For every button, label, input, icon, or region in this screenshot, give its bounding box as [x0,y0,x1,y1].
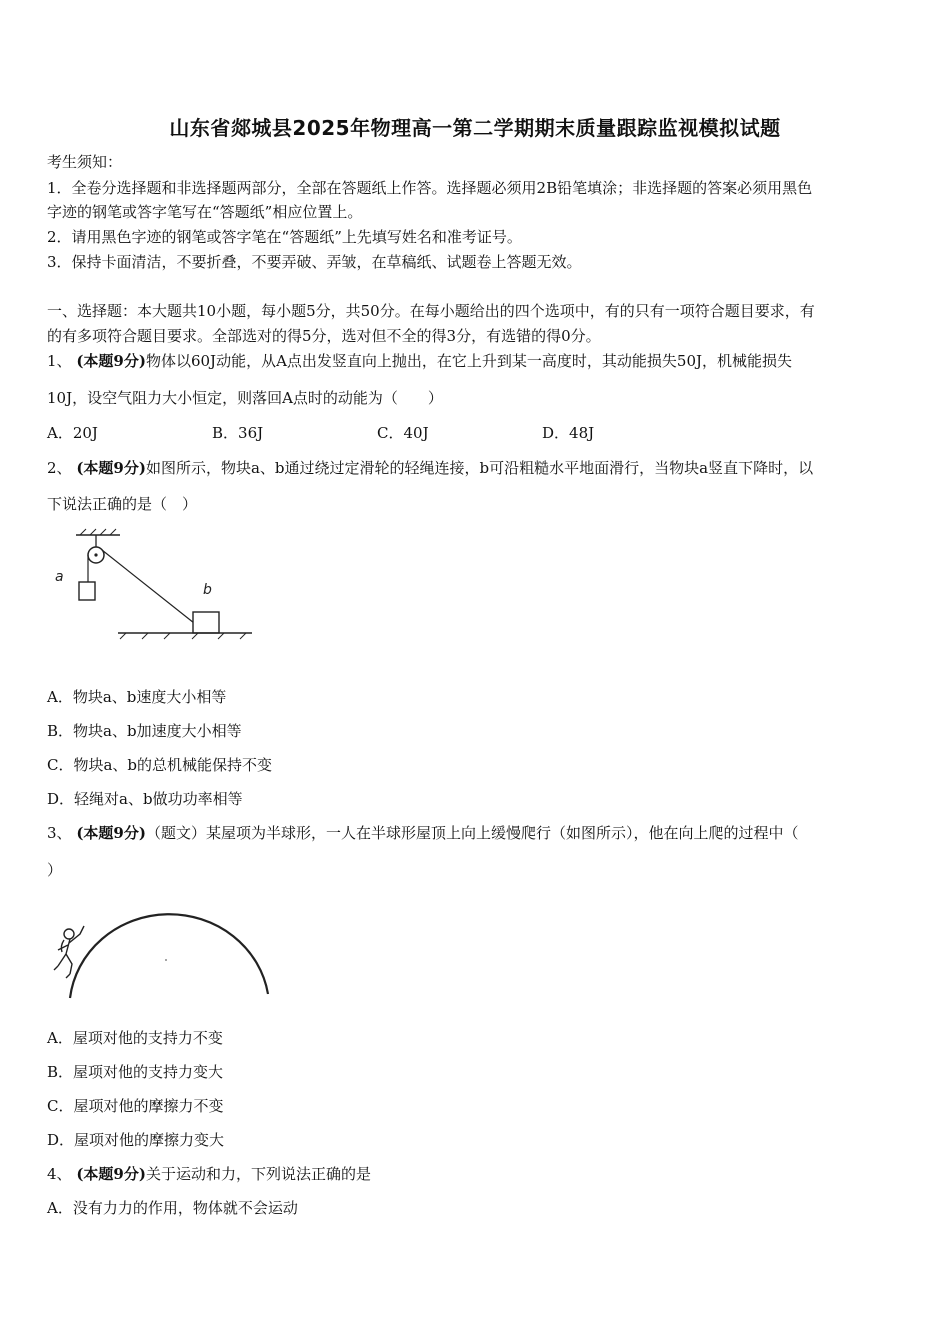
q3-option-c: C．屋项对他的摩擦力不变 [47,1097,224,1115]
q2-option-d: D．轻绳对a、b做功功率相等 [47,790,243,808]
q2-option-b: B．物块a、b加速度大小相等 [47,722,242,740]
block-b [193,612,219,633]
label-b: b [203,582,212,598]
question-1-stem-cont: 10J，设空气阻力大小恒定，则落回A点时的动能为（ ） [47,389,443,407]
question-number: 4、 [47,1165,72,1183]
question-number: 3、 [47,824,72,842]
question-score-tag: (本题9分) [76,459,146,477]
ceiling-hatch [80,529,116,535]
q3-option-b: B．屋项对他的支持力变大 [47,1063,224,1081]
q1-option-c: C．40J [377,424,429,442]
q1-option-b: B．36J [212,424,264,442]
hemisphere-roof-arc [70,914,268,998]
block-a [79,582,95,600]
rope-to-b [102,550,194,623]
section-instructions: 一、选择题：本大题共10小题，每小题5分，共50分。在每小题给出的四个选项中，有的只有一项符合题目要求，有 [47,302,815,320]
q2-option-c: C．物块a、b的总机械能保持不变 [47,756,273,774]
question-3-stem-cont: ） [47,861,63,879]
notice-item: 1．全卷分选择题和非选择题两部分，全部在答题纸上作答。选择题必须用2B铅笔填涂；非选择题的答案必须用黑色 [47,179,813,197]
question-score-tag: (本题9分) [76,352,146,370]
pulley-figure [48,525,258,645]
ground-hatch [120,633,246,639]
question-2-stem [47,458,907,478]
pulley-axle [94,553,97,556]
question-text: 关于运动和力，下列说法正确的是 [145,1165,371,1183]
question-2-stem-cont: 下说法正确的是（ ） [47,495,198,513]
question-4-stem [47,1164,907,1184]
question-text: 如图所示，物块a、b通过绕过定滑轮的轻绳连接，b可沿粗糙水平地面滑行，当物块a竖直下降时，以 [145,459,814,477]
hemisphere-roof-figure [44,890,276,1002]
notice-heading: 考生须知： [47,153,123,171]
question-score-tag: (本题9分) [76,824,146,842]
roof-center-dot [165,959,167,961]
q3-option-d: D．屋项对他的摩擦力变大 [47,1131,225,1149]
label-a: a [55,569,64,585]
section-instructions: 的有多项符合题目要求。全部选对的得5分，选对但不全的得3分，有选错的得0分。 [47,327,601,345]
question-text: （题文）某屋项为半球形，一人在半球形屋顶上向上缓慢爬行（如图所示），他在向上爬的过程中（ [145,824,799,842]
q2-option-a: A．物块a、b速度大小相等 [47,688,227,706]
page-title: 山东省郯城县2025年物理高一第二学期期末质量跟踪监视模拟试题 [169,116,781,140]
question-3-stem [47,823,907,843]
question-score-tag: (本题9分) [76,1165,146,1183]
notice-item: 3．保持卡面清洁，不要折叠，不要弄破、弄皱，在草稿纸、试题卷上答题无效。 [47,253,582,271]
question-number: 2、 [47,459,72,477]
question-text: 物体以60J动能，从A点出发竖直向上抛出，在它上升到某一高度时，其动能损失50J，机械能损失 [145,352,793,370]
q1-option-d: D．48J [542,424,595,442]
question-number: 1、 [47,352,72,370]
q1-option-a: A．20J [47,424,98,442]
question-1-stem [47,351,907,371]
q3-option-a: A．屋项对他的支持力不变 [47,1029,223,1047]
notice-item: 字迹的钢笔或答字笔写在“答题纸”相应位置上。 [47,203,363,221]
climber-figure [54,926,84,978]
q4-option-a: A．没有力力的作用，物体就不会运动 [47,1199,298,1217]
notice-item: 2．请用黑色字迹的钢笔或答字笔在“答题纸”上先填写姓名和准考证号。 [47,228,522,246]
